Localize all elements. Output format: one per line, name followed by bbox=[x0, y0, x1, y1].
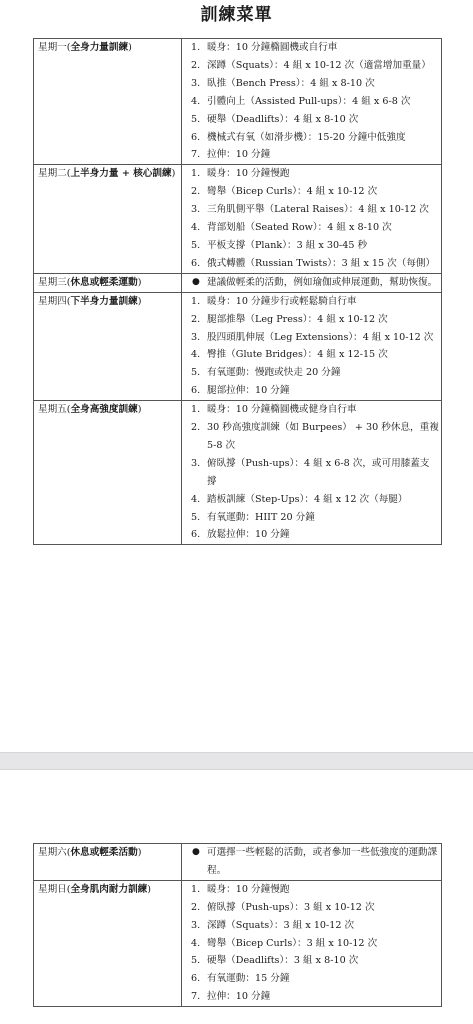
item-number: 2. bbox=[191, 422, 201, 434]
training-table bbox=[33, 38, 442, 545]
item-number: 2. bbox=[191, 59, 201, 71]
item-text: 暖身：10 分鐘慢跑 bbox=[207, 883, 290, 895]
list-item bbox=[182, 293, 441, 311]
item-text: 背部划船（Seated Row）：4 組 x 8-10 次 bbox=[207, 222, 392, 234]
item-text: 暖身：10 分鐘步行或輕鬆騎自行車 bbox=[207, 295, 357, 307]
item-text: 彎舉（Bicep Curls）：4 組 x 10-12 次 bbox=[207, 186, 378, 198]
list-item bbox=[182, 419, 441, 455]
item-text: 深蹲（Squats）：4 組 x 10-12 次（適當增加重量） bbox=[207, 59, 431, 71]
list-item bbox=[182, 39, 441, 57]
item-number: 1. bbox=[191, 168, 201, 180]
list-item bbox=[182, 952, 441, 970]
list-item bbox=[182, 899, 441, 917]
table-row bbox=[34, 273, 442, 292]
day-label-suffix: ) bbox=[128, 42, 132, 53]
list-item bbox=[182, 970, 441, 988]
item-text: 暖身：10 分鐘橢圓機或健身自行車 bbox=[207, 404, 357, 416]
list-item bbox=[182, 917, 441, 935]
item-number: 3. bbox=[191, 204, 201, 216]
item-number: 5. bbox=[191, 367, 201, 379]
day-label: 星期三( bbox=[38, 276, 71, 288]
day-focus: 上半身力量 + 核心訓練 bbox=[70, 168, 172, 180]
table-row bbox=[34, 39, 442, 165]
day-label: 星期二( bbox=[38, 168, 71, 180]
item-text: 股四頭肌伸展（Leg Extensions）：4 組 x 10-12 次 bbox=[207, 331, 434, 343]
item-text: 臀推（Glute Bridges）：4 組 x 12-15 次 bbox=[207, 349, 388, 361]
bullet-list bbox=[182, 844, 441, 880]
item-text: 俯臥撐（Push-ups）：3 組 x 10-12 次 bbox=[207, 901, 375, 913]
item-text: 暖身：10 分鐘慢跑 bbox=[207, 168, 290, 180]
bullet-list bbox=[182, 274, 441, 292]
day-label: 星期六( bbox=[38, 847, 71, 858]
item-text: 彎舉（Bicep Curls）：3 組 x 10-12 次 bbox=[207, 937, 378, 949]
table-row bbox=[34, 880, 442, 1006]
item-number: 3. bbox=[191, 77, 201, 89]
item-number: 2. bbox=[191, 186, 201, 198]
day-label: 星期日( bbox=[38, 883, 71, 895]
day-label-suffix: ) bbox=[171, 168, 176, 180]
exercise-cell bbox=[182, 401, 442, 545]
list-item bbox=[182, 219, 441, 237]
training-table-body bbox=[34, 39, 442, 545]
day-focus: 全身高強度訓練 bbox=[70, 404, 138, 416]
day-label: 星期一( bbox=[38, 42, 71, 53]
day-cell bbox=[34, 844, 182, 881]
list-item bbox=[182, 75, 441, 93]
item-text: 暖身：10 分鐘橢圓機或自行車 bbox=[207, 42, 338, 53]
list-item bbox=[182, 93, 441, 111]
item-text: 拉伸：10 分鐘 bbox=[207, 991, 271, 1003]
item-number: 7. bbox=[191, 149, 201, 161]
list-item bbox=[182, 183, 441, 201]
day-label-suffix: ) bbox=[137, 404, 142, 416]
day-cell bbox=[34, 292, 182, 400]
item-text: 硬舉（Deadlifts）：4 組 x 8-10 次 bbox=[207, 113, 359, 125]
day-label-suffix: ) bbox=[137, 847, 142, 858]
exercise-list bbox=[182, 401, 441, 544]
exercise-list bbox=[182, 293, 441, 400]
page-break-gap bbox=[0, 752, 473, 770]
day-focus: 下半身力量訓練 bbox=[70, 295, 138, 307]
item-number: 3. bbox=[191, 331, 201, 343]
item-text: 腿部推舉（Leg Press）：4 組 x 10-12 次 bbox=[207, 313, 388, 325]
item-number: 6. bbox=[191, 131, 201, 143]
day-focus: 全身力量訓練 bbox=[70, 42, 129, 53]
item-number: 3. bbox=[191, 457, 201, 469]
item-text: 30 秒高強度訓練（如 Burpees） + 30 秒休息，重複 5-8 次 bbox=[207, 422, 439, 451]
day-cell bbox=[34, 880, 182, 1006]
item-number: 3. bbox=[191, 919, 201, 931]
day-focus: 休息或輕柔運動 bbox=[70, 276, 138, 288]
item-text: 腿部拉伸：10 分鐘 bbox=[207, 385, 290, 397]
item-text: 有氧運動：15 分鐘 bbox=[207, 973, 290, 985]
item-number: 6. bbox=[191, 973, 201, 985]
list-item bbox=[182, 935, 441, 953]
list-item bbox=[182, 111, 441, 129]
item-number: 4. bbox=[191, 349, 201, 361]
list-item bbox=[182, 526, 441, 544]
exercise-cell bbox=[182, 292, 442, 400]
item-number: 4. bbox=[191, 95, 201, 107]
list-item bbox=[182, 129, 441, 147]
list-item bbox=[182, 988, 441, 1006]
item-text: 俯臥撐（Push-ups）：4 組 x 6-8 次，或可用膝蓋支撐 bbox=[207, 457, 430, 487]
item-text: 放鬆拉伸：10 分鐘 bbox=[207, 529, 290, 541]
list-item bbox=[182, 329, 441, 347]
day-cell bbox=[34, 401, 182, 545]
exercise-cell bbox=[182, 880, 442, 1006]
list-item bbox=[182, 509, 441, 527]
item-text: 有氧運動：HIIT 20 分鐘 bbox=[207, 511, 315, 523]
item-text: 拉伸：10 分鐘 bbox=[207, 149, 271, 161]
day-label-suffix: ) bbox=[137, 276, 142, 288]
item-text: 俄式轉體（Russian Twists）：3 組 x 15 次（每側） bbox=[207, 257, 436, 269]
list-item bbox=[182, 844, 441, 880]
list-item bbox=[182, 346, 441, 364]
list-item bbox=[182, 881, 441, 899]
list-item bbox=[182, 382, 441, 400]
item-number: 5. bbox=[191, 955, 201, 967]
list-item bbox=[182, 401, 441, 419]
list-item bbox=[182, 57, 441, 75]
exercise-list bbox=[182, 165, 441, 272]
item-number: 1. bbox=[191, 404, 201, 416]
item-number: 4. bbox=[191, 937, 201, 949]
exercise-cell bbox=[182, 844, 442, 881]
day-focus: 全身肌肉耐力訓練 bbox=[70, 883, 148, 895]
list-item bbox=[182, 146, 441, 164]
table-row bbox=[34, 292, 442, 400]
document-title: 訓練菜單 bbox=[200, 5, 273, 25]
list-item bbox=[182, 455, 441, 491]
item-number: 2. bbox=[191, 901, 201, 913]
day-label-suffix: ) bbox=[147, 883, 152, 895]
item-number: 6. bbox=[191, 529, 201, 541]
day-cell bbox=[34, 273, 182, 292]
item-text: 引體向上（Assisted Pull-ups）：4 組 x 6-8 次 bbox=[207, 95, 411, 107]
item-text: 深蹲（Squats）：3 組 x 10-12 次 bbox=[207, 919, 355, 931]
exercise-cell bbox=[182, 39, 442, 165]
item-number: 5. bbox=[191, 511, 201, 523]
item-number: 5. bbox=[191, 113, 201, 125]
list-item bbox=[182, 491, 441, 509]
list-item bbox=[182, 201, 441, 219]
exercise-list bbox=[182, 39, 441, 164]
item-text: 臥推（Bench Press）：4 組 x 8-10 次 bbox=[207, 77, 375, 89]
day-cell bbox=[34, 165, 182, 273]
exercise-cell bbox=[182, 273, 442, 292]
item-number: 4. bbox=[191, 493, 201, 505]
item-number: 2. bbox=[191, 313, 201, 325]
item-number: 1. bbox=[191, 42, 201, 53]
list-item bbox=[182, 237, 441, 255]
item-text: 可選擇一些輕鬆的活動，或者參加一些低強度的運動課程。 bbox=[207, 847, 438, 876]
item-text: 機械式有氧（如滑步機）：15-20 分鐘中低強度 bbox=[207, 131, 406, 143]
table-row bbox=[34, 844, 442, 881]
training-table-continued bbox=[33, 843, 442, 1007]
item-text: 三角肌側平舉（Lateral Raises）：4 組 x 10-12 次 bbox=[207, 204, 429, 216]
list-item bbox=[182, 364, 441, 382]
item-number: 6. bbox=[191, 385, 201, 397]
day-focus: 休息或輕柔活動 bbox=[70, 847, 138, 858]
day-label: 星期五( bbox=[38, 404, 71, 416]
item-number: 6. bbox=[191, 257, 201, 269]
item-text: 硬舉（Deadlifts）：3 組 x 8-10 次 bbox=[207, 955, 359, 967]
item-text: 有氧運動：慢跑或快走 20 分鐘 bbox=[207, 367, 341, 379]
day-label-suffix: ) bbox=[137, 295, 142, 307]
list-item bbox=[182, 165, 441, 183]
item-number: 1. bbox=[191, 883, 201, 895]
item-number: 4. bbox=[191, 222, 201, 234]
item-number: 7. bbox=[191, 991, 201, 1003]
table-row bbox=[34, 165, 442, 273]
bullet-icon: ● bbox=[192, 847, 200, 857]
exercise-list bbox=[182, 881, 441, 1006]
list-item bbox=[182, 274, 441, 292]
item-number: 1. bbox=[191, 295, 201, 307]
exercise-cell bbox=[182, 165, 442, 273]
day-cell bbox=[34, 39, 182, 165]
day-label: 星期四( bbox=[38, 295, 71, 307]
document-page-2 bbox=[0, 770, 473, 1024]
item-text: 平板支撐（Plank）：3 組 x 30-45 秒 bbox=[207, 239, 368, 251]
table-row bbox=[34, 401, 442, 545]
list-item bbox=[182, 311, 441, 329]
bullet-icon: ● bbox=[192, 276, 200, 287]
item-text: 建議做輕柔的活動，例如瑜伽或伸展運動，幫助恢復。 bbox=[207, 276, 438, 288]
item-number: 5. bbox=[191, 239, 201, 251]
list-item bbox=[182, 255, 441, 273]
item-text: 踏板訓練（Step-Ups）：4 組 x 12 次（每腿） bbox=[207, 493, 408, 505]
training-table-body bbox=[34, 844, 442, 1007]
